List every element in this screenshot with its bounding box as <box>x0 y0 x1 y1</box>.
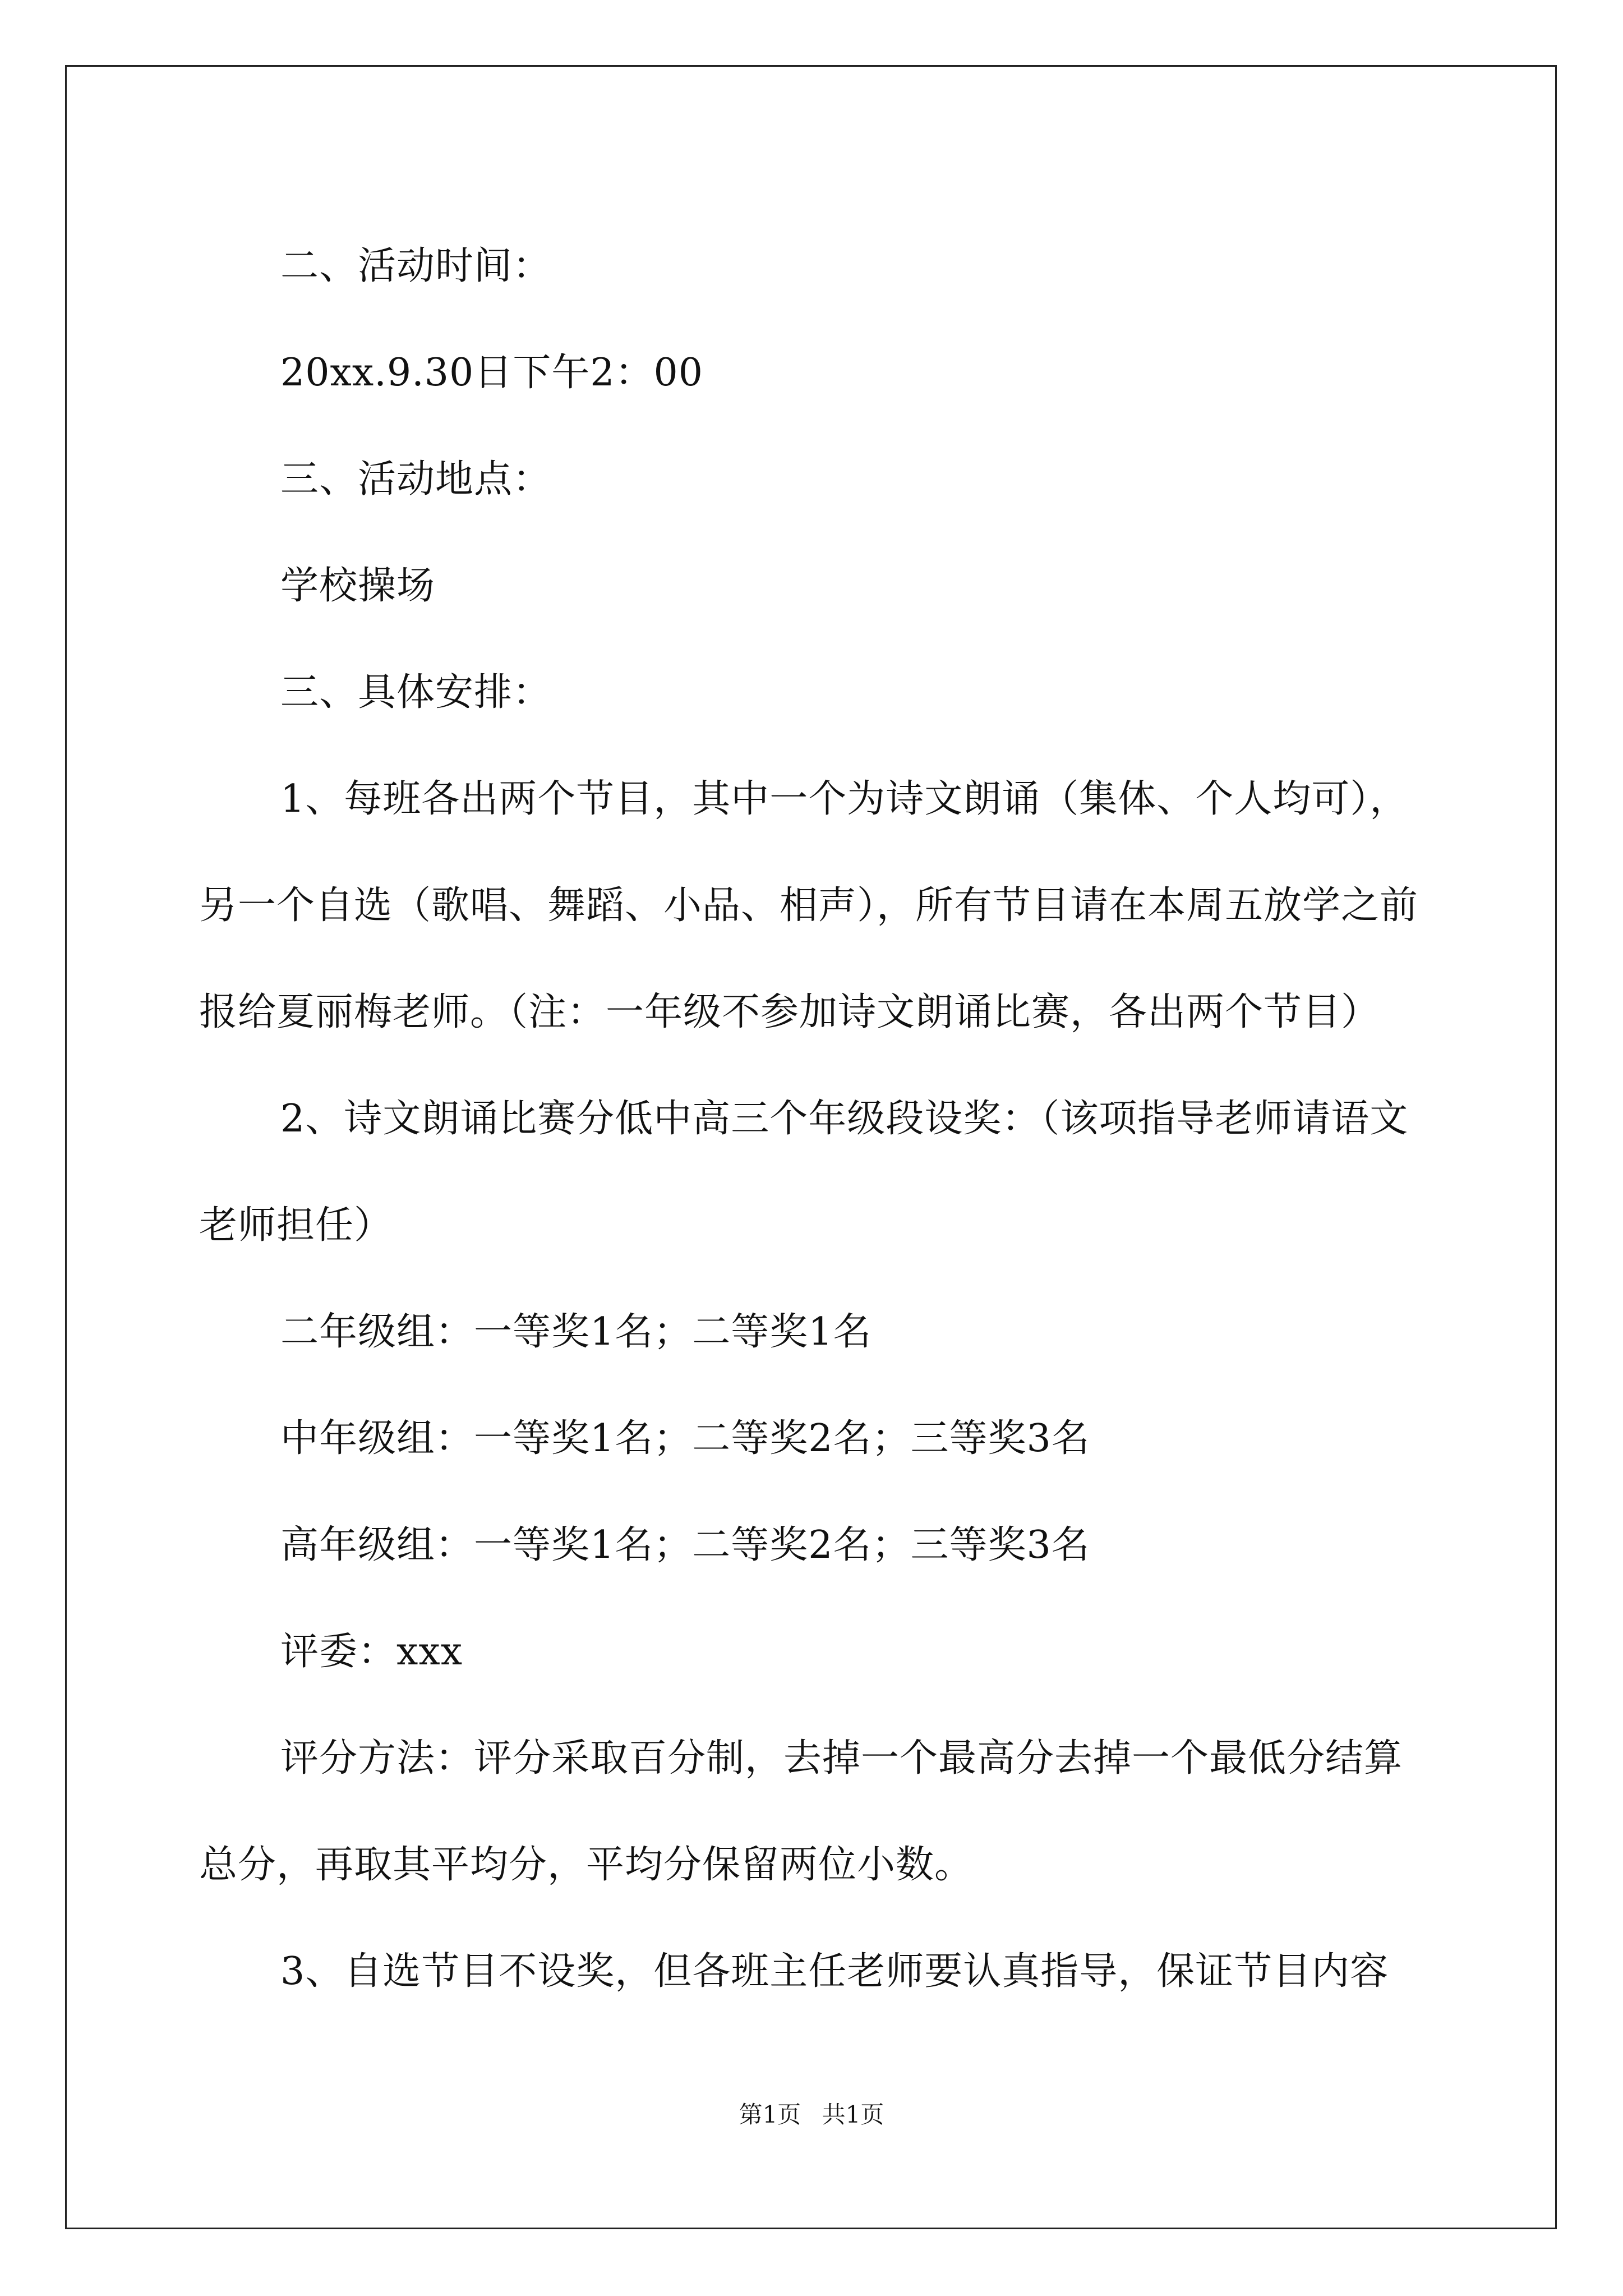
award-lower-grade: 二年级组：一等奖1名；二等奖1名 <box>280 1310 872 1354</box>
section-heading-location: 三、活动地点： <box>280 457 552 501</box>
page-number: 第1页 <box>739 2101 801 2128</box>
award-upper-grade: 高年级组：一等奖1名；二等奖2名；三等奖3名 <box>280 1523 1090 1567</box>
page-footer <box>0 2098 1623 2132</box>
section-heading-time: 二、活动时间： <box>280 244 552 288</box>
award-middle-grade: 中年级组：一等奖1名；二等奖2名；三等奖3名 <box>280 1416 1090 1461</box>
activity-time-value: 20xx.9.30日下午2：00 <box>280 351 704 395</box>
judges-line: 评委：xxx <box>280 1630 463 1674</box>
arrangement-item-2: 2、诗文朗诵比赛分低中高三个年级段设奖：（该项指导老师请语文老师担任） <box>199 1097 1409 1248</box>
section-heading-arrangement: 三、具体安排： <box>280 670 552 715</box>
arrangement-item-1: 1、每班各出两个节目，其中一个为诗文朗诵（集体、个人均可），另一个自选（歌唱、舞蹈、小品、相声），所有节目请在本周五放学之前报给夏丽梅老师。（注：一年级不参加诗文朗诵比赛，各出两个节目） <box>199 777 1419 1034</box>
scoring-method: 评分方法：评分采取百分制，去掉一个最高分去掉一个最低分结算总分，再取其平均分，平均分保留两位小数。 <box>199 1736 1403 1887</box>
activity-location-value: 学校操场 <box>280 564 436 608</box>
arrangement-item-3: 3、自选节目不设奖，但各班主任老师要认真指导，保证节目内容 <box>280 1949 1389 1994</box>
document-body <box>199 213 1433 2025</box>
page-total: 共1页 <box>822 2101 884 2128</box>
